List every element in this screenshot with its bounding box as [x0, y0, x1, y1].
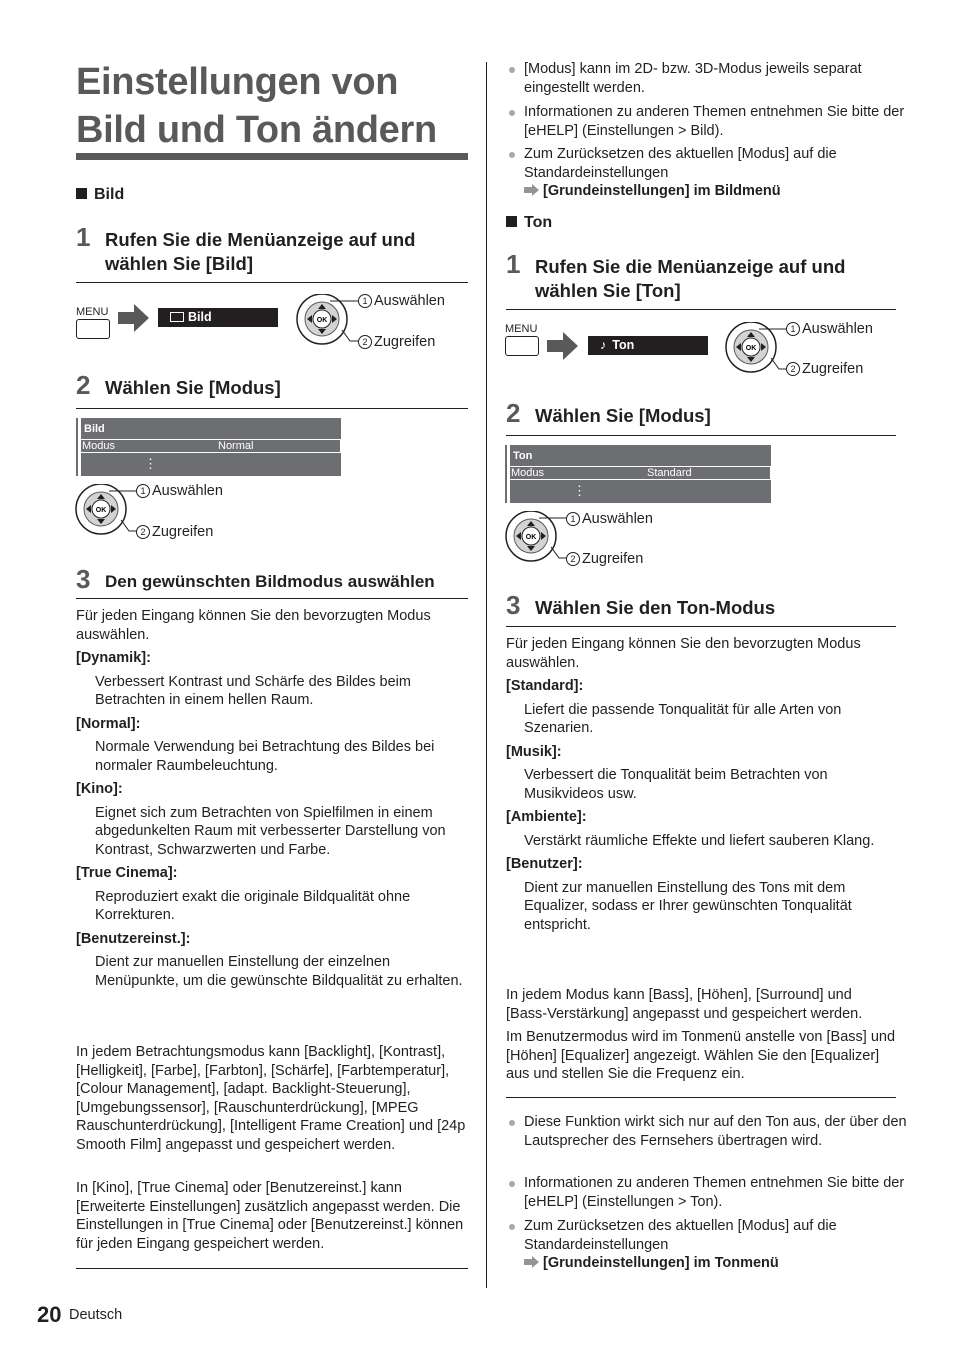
mode-desc: Liefert die passende Tonqualität für alle Arten von Szenarien.: [524, 701, 842, 736]
menu-row-value: Normal: [218, 440, 254, 452]
mode-desc: Dient zur manuellen Einstellung der einzelnen Menüpunkte, um die gewünschte Bildqualität zu erhalten.: [95, 954, 463, 989]
mode-desc: Normale Verwendung bei Betrachtung des Bildes bei normaler Raumbeleuchtung.: [95, 739, 435, 774]
divider: [506, 1097, 896, 1098]
mode-desc: Reproduziert exakt die originale Bildqualität ohne Korrekturen.: [95, 888, 411, 923]
column-divider: [486, 62, 487, 1288]
section-heading-bild: Bild: [76, 186, 124, 204]
mode-desc: Dient zur manuellen Einstellung des Tons mit dem Equalizer, sodass er Ihrer gewünschten Tonqualität entspricht.: [524, 879, 852, 933]
ton-note-1: In jedem Modus kann [Bass], [Höhen], [Surround] und [Bass-Verstärkung] angepasst und gespeichert werden.: [506, 987, 863, 1022]
callout-lines: [749, 322, 789, 378]
mode-label: [Musik]:: [506, 743, 562, 760]
bild-menu-bar: Bild: [158, 308, 278, 327]
mode-label: [Ambiente]:: [506, 809, 587, 825]
svg-text:OK: OK: [316, 317, 328, 324]
callout-lines: [320, 294, 360, 350]
mode-desc: Verbessert Kontrast und Schärfe des Bildes beim Betrachten in einem hellen Raum.: [95, 673, 411, 708]
menu-title: Bild: [84, 423, 105, 435]
ton-modes-list: [506, 635, 896, 934]
mode-label: [True Cinema]:: [76, 865, 178, 881]
language-label: Deutsch: [69, 1307, 123, 1323]
svg-text:OK: OK: [525, 534, 537, 541]
note-bullet: Informationen zu anderen Themen entnehmen Sie bitte der [eHELP] (Einstellungen > Ton).: [506, 1174, 914, 1211]
label-zugreifen: 2 Zugreifen: [566, 550, 643, 568]
label-zugreifen: 2 Zugreifen: [136, 523, 213, 541]
mode-label: [Dynamik]:: [76, 650, 151, 666]
picture-icon: [170, 312, 184, 322]
arrow-right-icon: [524, 184, 540, 196]
step-2-ton: 2 Wählen Sie [Modus]: [506, 404, 896, 436]
section-heading-ton: Ton: [506, 214, 552, 232]
ton-menu-screen: [505, 445, 771, 503]
menu-dots: ⋮: [144, 456, 157, 471]
svg-text:OK: OK: [95, 507, 107, 514]
note-bullet: Informationen zu anderen Themen entnehmen Sie bitte der [eHELP] (Einstellungen > Bild).: [506, 103, 914, 140]
mode-label: [Benutzer]:: [506, 856, 583, 872]
label-auswaehlen: 1 Auswählen: [358, 292, 445, 310]
step-3-bild: 3 Den gewünschten Bildmodus auswählen: [76, 570, 468, 599]
bild-note-2: In [Kino], [True Cinema] oder [Benutzereinst.] kann [Erweiterte Einstellungen] zusätzlich angepasst werden. Die Einstellungen in [True Cinema] oder [Benutzereinst.] können für jeden Eingang gespeichert werden.: [76, 1180, 464, 1252]
menu-row-label: Modus: [82, 440, 116, 452]
arrow-right-icon: [118, 304, 150, 332]
bild-menu-screen: [76, 418, 341, 476]
page-number: 20: [37, 1302, 62, 1327]
callout-lines: [529, 511, 569, 567]
reset-instruction: [Grundeinstellungen] im Bildmenü: [524, 182, 781, 201]
label-auswaehlen: 1 Auswählen: [786, 320, 873, 338]
mode-desc: Verstärkt räumliche Effekte und liefert sauberen Klang.: [524, 832, 875, 849]
ton-menu-bar: ♪ Ton: [588, 336, 708, 355]
reset-instruction: [Grundeinstellungen] im Tonmenü: [524, 1254, 779, 1273]
label-zugreifen: 2 Zugreifen: [358, 333, 435, 351]
step-1-bild: 1 Rufen Sie die Menüanzeige auf und wählen Sie [Bild]: [76, 228, 468, 283]
menu-button: MENU: [76, 306, 110, 339]
bild-note-1: In jedem Betrachtungsmodus kann [Backlight], [Kontrast], [Helligkeit], [Farbe], [Farbton], [Schärfe], [Farbtemperatur], [Colour Management], [adapt. Backlight-Steuerung], [Umgebungssensor], [Rauschunterdrückung], [MPEG Rauschunterdrückung], [Intelligent Frame Creation] und [24p Smooth Film] angepasst und gespeichert werden.: [76, 1044, 466, 1153]
step-1-ton: 1 Rufen Sie die Menüanzeige auf und wählen Sie [Ton]: [506, 255, 896, 310]
ton-note-2: Im Benutzermodus wird im Tonmenü anstelle von [Bass] und [Höhen] [Equalizer] angezeigt. Wählen Sie den [Equalizer] aus und stellen Sie die Frequenz ein.: [506, 1029, 896, 1082]
bild-modes-list: [76, 607, 468, 990]
step-2-bild: 2 Wählen Sie [Modus]: [76, 376, 468, 409]
note-bullet: [Modus] kann im 2D- bzw. 3D-Modus jeweils separat eingestellt werden.: [506, 60, 914, 97]
step-3-ton: 3 Wählen Sie den Ton-Modus: [506, 596, 896, 627]
note-bullet: Zum Zurücksetzen des aktuellen [Modus] auf die Standardeinstellungen: [506, 145, 914, 182]
title-underline: [76, 153, 468, 160]
arrow-right-icon: [524, 1256, 540, 1268]
menu-row-value: Standard: [647, 467, 692, 479]
mode-desc: Verbessert die Tonqualität beim Betrachten von Musikvideos usw.: [524, 767, 828, 802]
note-bullet: Diese Funktion wirkt sich nur auf den Ton aus, der über den Lautsprecher des Fernsehers übertragen wird.: [506, 1113, 914, 1150]
menu-button: MENU: [505, 323, 539, 356]
note-bullet: Zum Zurücksetzen des aktuellen [Modus] auf die Standardeinstellungen: [506, 1217, 914, 1254]
mode-label: [Kino]:: [76, 781, 123, 797]
music-note-icon: ♪: [600, 338, 607, 352]
intro-text: Für jeden Eingang können Sie den bevorzugten Modus auswählen.: [76, 608, 431, 643]
callout-lines: [99, 484, 139, 540]
menu-row-label: Modus: [511, 467, 545, 479]
mode-label: [Normal]:: [76, 715, 141, 732]
mode-desc: Eignet sich zum Betrachten von Spielfilmen in einem abgedunkelten Raum mit verbesserter Darstellung von Kontrast, Schwarzwerten und Farbe.: [95, 804, 446, 858]
svg-text:OK: OK: [745, 345, 757, 352]
arrow-right-icon: [547, 332, 579, 360]
page-title: Einstellungen von Bild und Ton ändern: [76, 61, 437, 151]
menu-dots: ⋮: [573, 483, 586, 498]
mode-label: [Benutzereinst.]:: [76, 930, 191, 947]
menu-title: Ton: [513, 450, 533, 462]
intro-text: Für jeden Eingang können Sie den bevorzugten Modus auswählen.: [506, 636, 861, 671]
mode-label: [Standard]:: [506, 678, 584, 694]
label-zugreifen: 2 Zugreifen: [786, 360, 863, 378]
label-auswaehlen: 1 Auswählen: [136, 482, 223, 500]
divider: [76, 1268, 468, 1269]
label-auswaehlen: 1 Auswählen: [566, 510, 653, 528]
